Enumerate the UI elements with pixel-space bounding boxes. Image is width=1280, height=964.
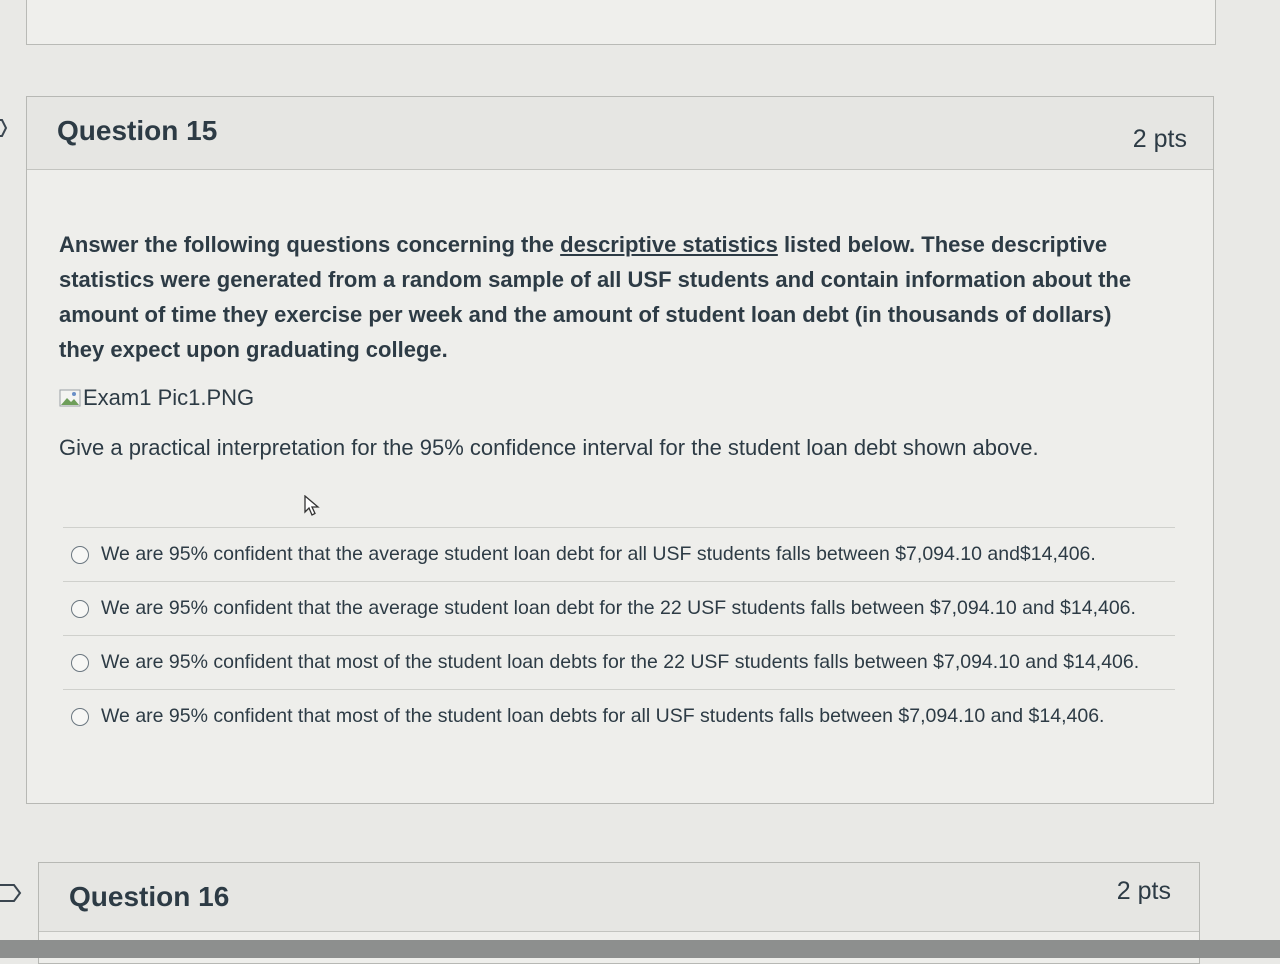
question-title: Question 16 bbox=[69, 881, 230, 912]
answer-option[interactable] bbox=[63, 689, 1175, 743]
broken-image-icon bbox=[59, 388, 81, 408]
radio-button[interactable] bbox=[71, 708, 89, 726]
radio-button[interactable] bbox=[71, 546, 89, 564]
question-header bbox=[39, 863, 1199, 932]
answer-label[interactable]: We are 95% confident that most of the student loan debts for all USF students falls between $7,094.10 and $14,406. bbox=[101, 705, 1105, 727]
question-body bbox=[59, 227, 1149, 461]
question-points: 2 pts bbox=[1116, 877, 1171, 905]
question-text-part: listed below. These descriptive statistics were generated from a random sample of all USF students and contain information about the amount of time they exercise per week and the amount of student loan debt (in thousands of dollars) they expect upon graduating college. bbox=[59, 232, 1132, 362]
question-text bbox=[59, 227, 1149, 367]
previous-question-box bbox=[26, 0, 1216, 45]
answer-label[interactable]: We are 95% confident that the average student loan debt for all USF students falls between $7,094.10 and$14,406. bbox=[101, 543, 1096, 565]
question-text-part: Answer the following questions concerning the bbox=[59, 232, 561, 257]
answer-label[interactable]: We are 95% confident that the average student loan debt for the 22 USF students falls between $7,094.10 and $14,406. bbox=[101, 597, 1136, 619]
answer-option[interactable] bbox=[63, 527, 1175, 581]
descriptive-statistics-link[interactable]: descriptive statistics bbox=[560, 232, 778, 257]
flag-question-icon[interactable] bbox=[0, 118, 8, 138]
question-header bbox=[27, 97, 1213, 170]
answer-option[interactable] bbox=[63, 635, 1175, 689]
question-15-card bbox=[26, 96, 1214, 804]
question-points: 2 pts bbox=[1132, 125, 1187, 153]
answer-list bbox=[63, 527, 1175, 743]
radio-button[interactable] bbox=[71, 600, 89, 618]
answer-label[interactable]: We are 95% confident that most of the student loan debts for the 22 USF students falls between $7,094.10 and $14,406. bbox=[101, 651, 1140, 673]
radio-button[interactable] bbox=[71, 654, 89, 672]
question-prompt: Give a practical interpretation for the 95% confidence interval for the student loan debt shown above. bbox=[59, 435, 1039, 460]
question-title: Question 15 bbox=[57, 115, 218, 146]
taskbar-strip bbox=[0, 940, 1280, 958]
mouse-cursor-icon bbox=[303, 495, 321, 517]
image-alt-text: Exam1 Pic1.PNG bbox=[83, 385, 255, 410]
answer-option[interactable] bbox=[63, 581, 1175, 635]
flag-question-icon[interactable] bbox=[0, 883, 22, 903]
broken-image bbox=[59, 385, 1149, 411]
